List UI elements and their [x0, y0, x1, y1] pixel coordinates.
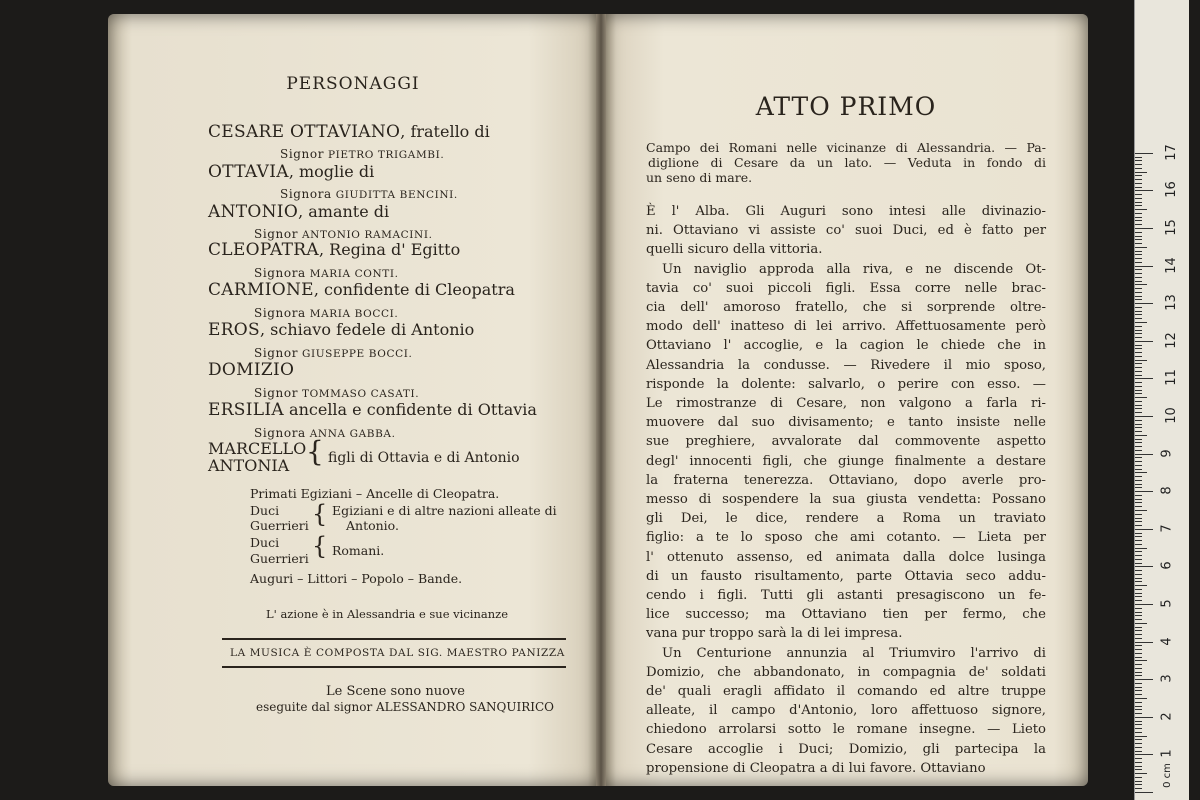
ruler-tick [1135, 487, 1142, 488]
body-line: di un fausto risultamento, parte Ottavia seco addu- [646, 568, 1046, 584]
extras-line: Guerrieri [250, 551, 309, 566]
ruler-tick [1135, 217, 1142, 218]
body-line: quelli sicuro della vittoria. [646, 242, 823, 258]
ruler-tick [1135, 642, 1153, 643]
ruler-tick [1135, 194, 1142, 195]
ruler-tick [1135, 548, 1147, 549]
body-line: la fraterna tenerezza. Ottaviano, dopo averle pro- [646, 472, 1046, 488]
ruler-tick [1135, 382, 1142, 383]
ruler-tick [1135, 533, 1142, 534]
children-desc: figli di Ottavia e di Antonio [328, 450, 520, 466]
ruler-tick [1135, 773, 1147, 774]
character-desc: , amante di [298, 202, 390, 221]
ruler-tick [1135, 367, 1142, 368]
ruler-tick [1135, 510, 1147, 511]
ruler-tick [1135, 341, 1153, 342]
ruler-tick [1135, 518, 1142, 519]
ruler-tick [1135, 495, 1142, 496]
ruler-unit-label: 0 cm [1161, 763, 1173, 788]
ruler-tick [1135, 781, 1142, 782]
ruler-tick [1135, 175, 1142, 176]
ruler-tick [1135, 239, 1142, 240]
extras-line: Duci [250, 503, 280, 518]
ruler-tick [1135, 702, 1142, 703]
ruler-tick [1135, 766, 1142, 767]
extras-line: Guerrieri [250, 518, 309, 533]
ruler-tick [1135, 499, 1142, 500]
character-desc: , fratello di [400, 122, 490, 141]
scene-description [646, 140, 1046, 185]
ruler-tick [1135, 536, 1142, 537]
ruler-tick [1135, 649, 1142, 650]
extras-line: Primati Egiziani – Ancelle di Cleopatra. [250, 486, 500, 501]
ruler-tick [1135, 721, 1142, 722]
ruler-tick [1135, 232, 1142, 233]
ruler-tick [1135, 330, 1142, 331]
ruler-tick [1135, 736, 1147, 737]
ruler-tick [1135, 296, 1142, 297]
character-name: CLEOPATRA [208, 240, 319, 260]
ruler-tick [1135, 243, 1142, 244]
body-line: cia dell' amoroso fratello, che si sorprende oltre- [646, 300, 1046, 316]
ruler-number: 7 [1159, 524, 1175, 533]
body-line: vana pur troppo sarà la di lei impresa. [646, 626, 903, 642]
body-line: Cesare accoglie i Duci; Domizio, gli partecipa la [646, 741, 1046, 757]
ruler-tick [1135, 314, 1142, 315]
extras-line: Romani. [332, 543, 385, 558]
ruler-number: 6 [1159, 561, 1175, 571]
scene-body-text [646, 202, 1046, 778]
ruler-tick [1135, 630, 1142, 631]
description-line: diglione di Cesare da un lato. — Veduta in fondo di [648, 155, 1046, 170]
ruler-tick [1135, 724, 1142, 725]
ruler-tick [1135, 638, 1142, 639]
ruler-number: 3 [1159, 674, 1175, 683]
ruler-tick [1135, 615, 1142, 616]
ruler-tick [1135, 284, 1147, 285]
body-line: alleate, il campo d'Antonio, loro affettuoso signore, [646, 703, 1046, 719]
ruler-tick [1135, 777, 1142, 778]
ruler-tick [1135, 709, 1142, 710]
character-desc: , moglie di [288, 162, 375, 181]
body-line: Le rimostranze di Cesare, non valgono a farla ri- [646, 396, 1046, 412]
ruler-tick [1135, 446, 1142, 447]
ruler-tick [1135, 559, 1142, 560]
extras-line: Egiziani e di altre nazioni alleate di [332, 503, 557, 518]
ruler-tick [1135, 416, 1153, 417]
ruler-tick [1135, 754, 1153, 755]
character-name: CARMIONE [208, 280, 314, 300]
ruler-tick [1135, 604, 1153, 605]
ruler-tick [1135, 506, 1142, 507]
ruler-number: 5 [1159, 599, 1175, 608]
brace-symbol: { [306, 435, 324, 468]
character-name: OTTAVIA [208, 162, 289, 182]
ruler-tick [1135, 563, 1142, 564]
ruler-tick [1135, 600, 1142, 601]
ruler-tick [1135, 472, 1147, 473]
ruler-tick [1135, 679, 1153, 680]
ruler-number: 2 [1159, 712, 1175, 721]
ruler-tick [1135, 664, 1142, 665]
ruler-tick [1135, 363, 1142, 364]
ruler-tick [1135, 657, 1142, 658]
character-name: CESARE OTTAVIANO [208, 122, 401, 142]
ruler-tick [1135, 318, 1142, 319]
ruler-number: 10 [1163, 407, 1179, 424]
ruler-tick [1135, 739, 1142, 740]
ruler-tick [1135, 352, 1142, 353]
ruler-tick [1135, 292, 1142, 293]
body-line: Un Centurione annunzia al Triumviro l'arrivo di [662, 645, 1046, 661]
ruler-tick [1135, 254, 1142, 255]
actor-line: Signora MARIA BOCCI. [254, 306, 399, 320]
ruler-tick [1135, 469, 1142, 470]
ruler-tick [1135, 619, 1142, 620]
ruler-tick [1135, 465, 1142, 466]
ruler-tick [1135, 266, 1153, 267]
ruler-tick [1135, 393, 1142, 394]
body-line: ni. Ottaviano vi assiste co' suoi Duci, ed è fatto per [646, 223, 1046, 239]
personaggi-heading: PERSONAGGI [286, 74, 420, 94]
ruler-tick [1135, 307, 1142, 308]
body-line: Ottaviano l' accoglie, e la cagion le chiede che in [646, 338, 1046, 354]
character-desc: ancella e confidente di Ottavia [283, 400, 537, 419]
ruler-tick [1135, 435, 1147, 436]
ruler-tick [1135, 668, 1142, 669]
extras-line: Auguri – Littori – Popolo – Bande. [250, 571, 463, 586]
body-line: tavia co' suoi piccoli figli. Essa corre nelle brac- [646, 280, 1046, 296]
ruler-number: 4 [1159, 636, 1175, 646]
ruler-tick [1135, 371, 1142, 372]
ruler-tick [1135, 743, 1142, 744]
actor-line: Signora ANNA GABBA. [254, 426, 396, 440]
ruler-tick [1135, 525, 1142, 526]
ruler-tick [1135, 581, 1142, 582]
ruler-tick [1135, 333, 1142, 334]
ruler-tick [1135, 273, 1142, 274]
actor-line: Signor ANTONIO RAMACINI. [254, 227, 433, 241]
description-line: Campo dei Romani nelle vicinanze di Alessandria. — Pa- [646, 140, 1046, 155]
character-entry [208, 400, 537, 420]
character-desc: , confidente di Cleopatra [313, 280, 515, 299]
ruler-tick [1135, 461, 1142, 462]
ruler-tick [1135, 213, 1142, 214]
ruler-tick [1135, 258, 1142, 259]
ruler-tick [1135, 570, 1142, 571]
ruler-tick [1135, 281, 1142, 282]
ruler-tick [1135, 555, 1142, 556]
ruler-tick [1135, 408, 1142, 409]
actor-line: Signor TOMMASO CASATI. [254, 386, 420, 400]
ruler-tick [1135, 236, 1142, 237]
ruler-tick [1135, 574, 1142, 575]
ruler-tick [1135, 322, 1147, 323]
actor-line: Signor PIETRO TRIGAMBI. [280, 147, 445, 161]
character-name: ANTONIA [208, 456, 290, 475]
ruler-tick [1135, 758, 1142, 759]
ruler-tick [1135, 205, 1142, 206]
ruler-tick [1135, 623, 1147, 624]
ruler-tick [1135, 672, 1142, 673]
extras-line: Antonio. [346, 518, 399, 533]
character-name: EROS [208, 320, 260, 340]
brace-symbol: { [312, 532, 328, 560]
ruler-tick [1135, 578, 1142, 579]
ruler-tick [1135, 732, 1142, 733]
ruler-tick [1135, 566, 1153, 567]
ruler-tick [1135, 209, 1147, 210]
divider-rule [222, 638, 566, 640]
ruler-tick [1135, 450, 1142, 451]
body-line: risponde la dolente: salvarlo, o perire con esso. — [646, 376, 1046, 392]
character-name: DOMIZIO [208, 360, 295, 380]
divider-rule [222, 666, 566, 668]
ruler-tick [1135, 713, 1142, 714]
ruler-tick [1135, 694, 1142, 695]
body-line: Un naviglio approda alla riva, e ne discende Ot- [662, 261, 1046, 277]
ruler-tick [1135, 190, 1153, 191]
ruler-number: 16 [1163, 181, 1179, 199]
ruler-tick [1135, 311, 1142, 312]
ruler-number: 1 [1159, 749, 1175, 759]
character-desc: , schiavo fedele di Antonio [260, 320, 475, 339]
ruler-tick [1135, 360, 1147, 361]
ruler-tick [1135, 645, 1142, 646]
ruler-tick [1135, 747, 1142, 748]
character-entry [208, 202, 389, 222]
body-line: figlio: a te lo sposo che ami cotanto. — Lieta per [646, 530, 1046, 546]
ruler-tick [1135, 326, 1142, 327]
left-page-content [108, 14, 598, 786]
ruler-tick [1135, 514, 1142, 515]
ruler-number: 9 [1159, 448, 1175, 458]
ruler-tick [1135, 427, 1142, 428]
character-entry [208, 320, 474, 340]
ruler-number: 14 [1163, 256, 1179, 274]
ruler-tick [1135, 690, 1142, 691]
ruler-number: 13 [1163, 294, 1179, 311]
character-name: ERSILIA [208, 400, 284, 420]
ruler-tick [1135, 183, 1142, 184]
ruler-tick [1135, 153, 1153, 154]
body-line: de' quali eragli affidato il comando ed altre truppe [646, 684, 1046, 700]
character-entry [208, 280, 515, 300]
ruler-tick [1135, 585, 1147, 586]
body-line: sue preghiere, avvalorate dal commovente aspetto [646, 434, 1046, 450]
body-line: chiedono arrolarsi sotto le romane insegne. — Lieto [646, 722, 1046, 738]
ruler-tick [1135, 675, 1142, 676]
ruler-tick [1135, 401, 1142, 402]
ruler-tick [1135, 262, 1142, 263]
ruler-tick [1135, 788, 1142, 789]
ruler-tick [1135, 769, 1142, 770]
ruler-tick [1135, 653, 1142, 654]
character-name: ANTONIO [208, 202, 299, 222]
ruler-tick [1135, 187, 1142, 188]
ruler-number: 17 [1163, 144, 1179, 161]
ruler-tick [1135, 683, 1142, 684]
ruler-tick [1135, 476, 1142, 477]
ruler-number: 12 [1163, 332, 1179, 349]
ruler-tick [1135, 608, 1142, 609]
ruler-tick [1135, 337, 1142, 338]
ruler-tick [1135, 521, 1142, 522]
ruler-tick [1135, 442, 1142, 443]
ruler-tick [1135, 751, 1142, 752]
ruler-number: 8 [1159, 486, 1175, 495]
ruler-tick [1135, 378, 1153, 379]
actor-line: Signor GIUSEPPE BOCCI. [254, 346, 413, 360]
character-desc: , Regina d' Egitto [318, 240, 461, 259]
ruler-tick [1135, 299, 1142, 300]
ruler-tick [1135, 439, 1142, 440]
ruler-tick [1135, 164, 1142, 165]
scenes-credit: eseguite dal signor ALESSANDRO SANQUIRICO [256, 700, 554, 714]
ruler-tick [1135, 172, 1147, 173]
ruler-tick [1135, 551, 1142, 552]
act-heading: ATTO PRIMO [755, 92, 937, 121]
ruler-tick [1135, 405, 1142, 406]
ruler-tick [1135, 502, 1142, 503]
ruler-tick [1135, 660, 1147, 661]
body-line: gli Dei, le dice, rendere a Roma un traviato [646, 511, 1046, 527]
actor-line: Signora GIUDITTA BENCINI. [280, 187, 458, 201]
children-entry [208, 440, 306, 474]
character-entry [208, 122, 490, 142]
location-note: L' azione è in Alessandria e sue vicinanze [266, 607, 508, 621]
ruler-tick [1135, 303, 1153, 304]
measurement-ruler [1134, 0, 1189, 800]
ruler-tick [1135, 224, 1142, 225]
ruler-tick [1135, 687, 1142, 688]
ruler-tick [1135, 627, 1142, 628]
body-line: l' ottenuto assenso, ed animata dalla dolce lusinga [646, 549, 1046, 565]
body-line: muovere dal suo divisamento; e tanto insiste nelle [646, 415, 1046, 431]
character-entry [208, 162, 374, 182]
ruler-tick [1135, 390, 1142, 391]
ruler-tick [1135, 228, 1153, 229]
open-book [108, 14, 1088, 786]
ruler-tick [1135, 345, 1142, 346]
body-line: messo di sospendere la sua giusta vendetta: Possano [646, 492, 1046, 508]
right-page-content [604, 14, 1088, 786]
ruler-number: 15 [1163, 219, 1179, 236]
ruler-tick [1135, 480, 1142, 481]
ruler-tick [1135, 288, 1142, 289]
ruler-tick [1135, 168, 1142, 169]
ruler-tick [1135, 717, 1153, 718]
ruler-tick [1135, 634, 1142, 635]
ruler-tick [1135, 784, 1142, 785]
ruler-tick [1135, 424, 1142, 425]
ruler-tick [1135, 484, 1142, 485]
ruler-tick [1135, 412, 1142, 413]
ruler-tick [1135, 792, 1153, 793]
ruler-tick [1135, 706, 1142, 707]
ruler-tick [1135, 457, 1142, 458]
character-name: MARCELLO [208, 439, 307, 458]
ruler-tick [1135, 454, 1153, 455]
ruler-tick [1135, 160, 1142, 161]
ruler-tick [1135, 431, 1142, 432]
ruler-tick [1135, 544, 1142, 545]
body-line: propensione di Cleopatra a di lui favore. Ottaviano [646, 760, 986, 776]
ruler-tick [1135, 529, 1153, 530]
ruler-tick [1135, 220, 1142, 221]
description-line: un seno di mare. [646, 170, 753, 185]
ruler-tick [1135, 593, 1142, 594]
ruler-tick [1135, 491, 1153, 492]
ruler-tick [1135, 375, 1142, 376]
ruler-tick [1135, 198, 1142, 199]
body-line: cendo i figli. Tutti gli astanti presagiscono un fe- [646, 588, 1046, 604]
body-line: È l' Alba. Gli Auguri sono intesi alle divinazio- [646, 204, 1046, 219]
ruler-tick [1135, 251, 1142, 252]
ruler-tick [1135, 420, 1142, 421]
actor-line: Signora MARIA CONTI. [254, 266, 399, 280]
ruler-tick [1135, 202, 1142, 203]
body-line: lice successo; ma Ottaviano tien per fermo, che [646, 607, 1046, 623]
ruler-tick [1135, 596, 1142, 597]
body-line: modo dell' inatteso di lei arrivo. Affettuosamente però [646, 319, 1046, 335]
brace-symbol: { [312, 500, 328, 528]
body-line: Alessandria la condusse. — Rivedere il mio sposo, [646, 357, 1046, 373]
extras-line: Duci [250, 535, 280, 550]
ruler-tick [1135, 698, 1147, 699]
body-line: degl' innocenti figli, che giunge finalmente a destare [646, 453, 1046, 469]
scenes-credit: Le Scene sono nuove [326, 684, 465, 699]
character-entry [208, 240, 460, 260]
ruler-tick [1135, 540, 1142, 541]
ruler-tick [1135, 247, 1147, 248]
ruler-tick [1135, 157, 1142, 158]
character-entry [208, 360, 294, 380]
ruler-tick [1135, 348, 1142, 349]
ruler-tick [1135, 277, 1142, 278]
ruler-tick [1135, 728, 1142, 729]
ruler-number: 11 [1163, 369, 1179, 387]
ruler-tick [1135, 386, 1142, 387]
ruler-tick [1135, 269, 1142, 270]
ruler-tick [1135, 762, 1142, 763]
music-credit: LA MUSICA È COMPOSTA DAL SIG. MAESTRO PANIZZA [230, 647, 565, 659]
ruler-tick [1135, 612, 1142, 613]
ruler-tick [1135, 589, 1142, 590]
ruler-tick [1135, 397, 1147, 398]
body-line: Domizio, che abbandonato, in compagnia de' soldati [646, 664, 1046, 680]
ruler-tick [1135, 356, 1142, 357]
ruler-tick [1135, 179, 1142, 180]
